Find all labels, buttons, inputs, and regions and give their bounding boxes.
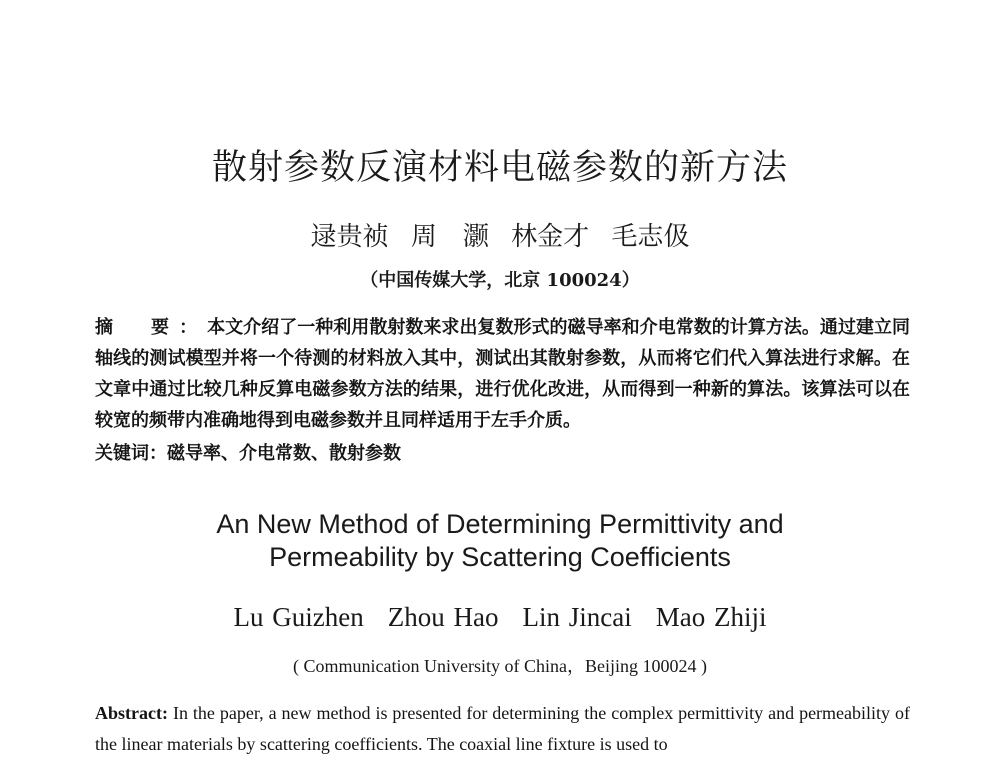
chinese-keywords xyxy=(95,438,910,469)
chinese-abstract-text: 本文介绍了一种利用散射数来求出复数形式的磁导率和介电常数的计算方法。通过建立同轴线的测试模型并将一个待测的材料放入其中，测试出其散射参数，从而将它们代入算法进行求解。在文章中通过比较几种反算电磁参数方法的结果，进行优化改进，从而得到一种新的算法。该算法可以在较宽的频带内准确地得到电磁参数并且同样适用于左手介质。 xyxy=(95,317,911,431)
chinese-keywords-label: 关键词： xyxy=(95,443,167,464)
english-abstract-text: In the paper, a new method is presented for determining the complex permittivity and permeability of the linear materials by scattering coefficients. The coaxial line fixture is used to xyxy=(95,703,910,754)
chinese-abstract xyxy=(95,312,910,436)
english-author-1: Lu Guizhen xyxy=(233,602,364,632)
chinese-author-3: 林金才 xyxy=(511,222,590,252)
english-title xyxy=(0,508,1000,574)
chinese-author-2: 周 灏 xyxy=(410,222,489,252)
chinese-authors xyxy=(0,216,1000,253)
chinese-abstract-label: 摘 要： xyxy=(95,317,208,338)
english-author-4: Mao Zhiji xyxy=(655,602,767,632)
chinese-title: 散射参数反演材料电磁参数的新方法 xyxy=(211,148,788,188)
english-author-2: Zhou Hao xyxy=(387,602,499,632)
chinese-author-4: 毛志伋 xyxy=(611,222,690,252)
english-title-line-2: Permeability by Scattering Coefficients xyxy=(269,542,731,572)
english-authors xyxy=(0,602,1000,633)
english-title-line-1: An New Method of Determining Permittivity and xyxy=(216,509,784,539)
english-abstract xyxy=(95,698,910,760)
english-author-3: Lin Jincai xyxy=(522,602,632,632)
english-affiliation: ( Communication University of China，Beijing 100024 ) xyxy=(293,656,707,676)
english-abstract-label: Abstract: xyxy=(95,703,168,723)
chinese-keywords-text: 磁导率、介电常数、散射参数 xyxy=(167,443,401,464)
chinese-author-1: 逯贵祯 xyxy=(310,222,389,252)
chinese-affiliation: （中国传媒大学，北京 100024） xyxy=(360,270,640,291)
